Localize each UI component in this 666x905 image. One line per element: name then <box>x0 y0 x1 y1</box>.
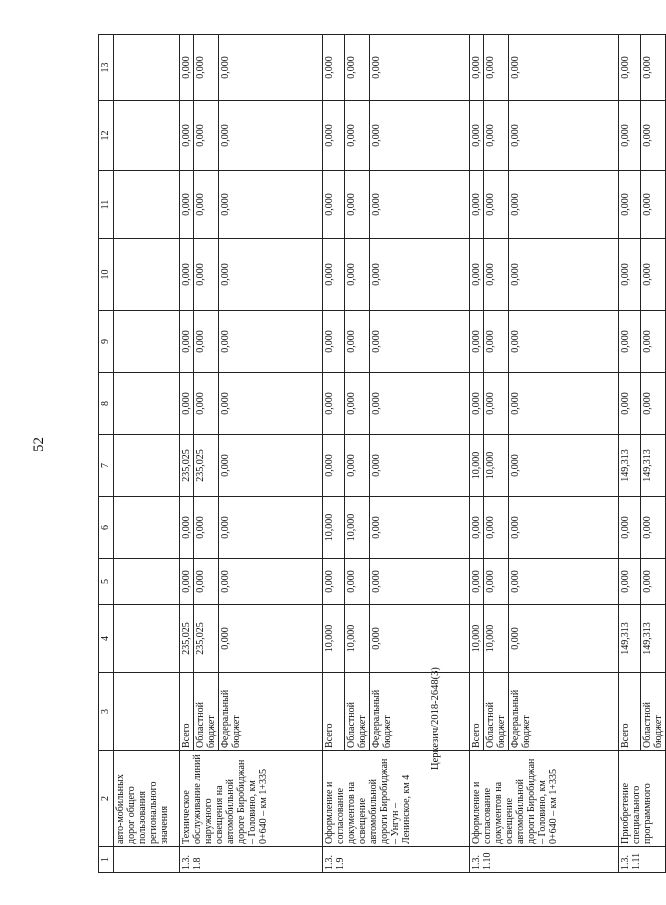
value-cell: 0,000 <box>323 559 345 605</box>
value-cell: 0,000 <box>484 239 509 311</box>
table-body <box>114 35 666 873</box>
value-cell: 0,000 <box>641 239 666 311</box>
value-cell: 0,000 <box>370 373 470 435</box>
value-cell: 149,313 <box>619 435 641 497</box>
continuation-row <box>114 35 180 873</box>
value-cell: 0,000 <box>619 497 641 559</box>
funding-source-cell: Областной бюджет <box>484 673 509 751</box>
value-cell: 0,000 <box>484 171 509 239</box>
value-cell: 149,313 <box>641 605 666 673</box>
value-cell: 0,000 <box>509 311 619 373</box>
value-cell: 0,000 <box>194 171 219 239</box>
value-cell: 0,000 <box>219 171 323 239</box>
value-cell: 0,000 <box>345 171 370 239</box>
empty-cell <box>114 171 180 239</box>
value-cell: 0,000 <box>470 101 484 171</box>
table-row <box>619 35 641 873</box>
document-code: Церкезич/2018-2648(3) <box>430 667 441 770</box>
value-cell: 0,000 <box>345 311 370 373</box>
rotated-table-container <box>98 35 664 873</box>
table-row <box>641 35 666 873</box>
header-cell: 5 <box>99 559 114 605</box>
value-cell: 0,000 <box>641 101 666 171</box>
value-cell: 0,000 <box>370 605 470 673</box>
value-cell: 0,000 <box>323 171 345 239</box>
header-cell: 2 <box>99 751 114 847</box>
value-cell: 0,000 <box>641 559 666 605</box>
value-cell: 10,000 <box>345 605 370 673</box>
value-cell: 0,000 <box>484 311 509 373</box>
value-cell: 0,000 <box>180 239 194 311</box>
header-cell: 12 <box>99 101 114 171</box>
value-cell: 0,000 <box>180 373 194 435</box>
value-cell: 0,000 <box>619 101 641 171</box>
value-cell: 0,000 <box>641 373 666 435</box>
measure-name-cell: Техническое обслуживание линий наружного освещения на автомобильной дороге Биробиджан – Головино, км 0+640 – км 1+335 <box>180 751 323 847</box>
value-cell: 10,000 <box>345 497 370 559</box>
value-cell: 0,000 <box>323 311 345 373</box>
value-cell: 0,000 <box>323 373 345 435</box>
value-cell: 0,000 <box>194 35 219 101</box>
budget-table <box>98 34 666 873</box>
table-row <box>509 35 619 873</box>
value-cell: 0,000 <box>345 35 370 101</box>
value-cell: 0,000 <box>345 101 370 171</box>
value-cell: 0,000 <box>509 239 619 311</box>
value-cell: 0,000 <box>219 497 323 559</box>
table-row <box>345 35 370 873</box>
value-cell: 0,000 <box>219 239 323 311</box>
value-cell: 0,000 <box>370 171 470 239</box>
value-cell: 0,000 <box>345 239 370 311</box>
table-row <box>219 35 323 873</box>
value-cell: 0,000 <box>509 35 619 101</box>
empty-cell <box>114 559 180 605</box>
value-cell: 0,000 <box>509 605 619 673</box>
continuation-name-cell: авто-мобильных дорог общего пользования регионального значения <box>114 751 180 847</box>
funding-source-cell: Федеральный бюджет <box>219 673 323 751</box>
funding-source-cell: Всего <box>180 673 194 751</box>
value-cell: 0,000 <box>345 559 370 605</box>
value-cell: 0,000 <box>619 35 641 101</box>
row-number-cell: 1.3. 1.9 <box>323 847 470 873</box>
value-cell: 0,000 <box>194 239 219 311</box>
value-cell: 0,000 <box>619 373 641 435</box>
table-row <box>470 35 484 873</box>
measure-name-cell: Приобретение специального программного <box>619 751 666 847</box>
table-row <box>370 35 470 873</box>
value-cell: 10,000 <box>470 435 484 497</box>
value-cell: 0,000 <box>180 171 194 239</box>
value-cell: 0,000 <box>370 435 470 497</box>
value-cell: 0,000 <box>370 239 470 311</box>
empty-cell <box>114 435 180 497</box>
value-cell: 0,000 <box>219 35 323 101</box>
funding-source-cell: Всего <box>470 673 484 751</box>
value-cell: 149,313 <box>641 435 666 497</box>
value-cell: 0,000 <box>219 605 323 673</box>
value-cell: 0,000 <box>323 435 345 497</box>
value-cell: 0,000 <box>180 35 194 101</box>
value-cell: 10,000 <box>323 605 345 673</box>
value-cell: 0,000 <box>470 559 484 605</box>
header-row <box>99 35 114 873</box>
value-cell: 0,000 <box>370 35 470 101</box>
value-cell: 0,000 <box>641 311 666 373</box>
value-cell: 0,000 <box>370 311 470 373</box>
value-cell: 0,000 <box>619 239 641 311</box>
value-cell: 0,000 <box>509 101 619 171</box>
value-cell: 0,000 <box>619 559 641 605</box>
value-cell: 0,000 <box>641 171 666 239</box>
empty-cell <box>114 497 180 559</box>
value-cell: 0,000 <box>219 101 323 171</box>
value-cell: 0,000 <box>509 171 619 239</box>
value-cell: 0,000 <box>470 497 484 559</box>
table-row <box>323 35 345 873</box>
value-cell: 10,000 <box>484 435 509 497</box>
continuation-num-cell <box>114 847 180 873</box>
page-number: 52 <box>31 437 47 452</box>
value-cell: 0,000 <box>484 35 509 101</box>
value-cell: 0,000 <box>219 311 323 373</box>
value-cell: 0,000 <box>484 559 509 605</box>
value-cell: 10,000 <box>323 497 345 559</box>
table-row <box>484 35 509 873</box>
value-cell: 0,000 <box>194 559 219 605</box>
measure-name-cell: Оформление и согласование документов на освещение автомобильной дороги Биробиджан – Головино, км 0+640 – км 1+335 <box>470 751 619 847</box>
empty-cell <box>114 673 180 751</box>
empty-cell <box>114 311 180 373</box>
value-cell: 0,000 <box>194 497 219 559</box>
value-cell: 0,000 <box>619 311 641 373</box>
value-cell: 0,000 <box>323 35 345 101</box>
value-cell: 235,025 <box>194 435 219 497</box>
value-cell: 0,000 <box>370 497 470 559</box>
value-cell: 0,000 <box>470 35 484 101</box>
value-cell: 0,000 <box>219 559 323 605</box>
row-number-cell: 1.3. 1.8 <box>180 847 323 873</box>
value-cell: 10,000 <box>484 605 509 673</box>
empty-cell <box>114 239 180 311</box>
value-cell: 0,000 <box>370 101 470 171</box>
header-cell: 6 <box>99 497 114 559</box>
value-cell: 0,000 <box>641 497 666 559</box>
value-cell: 0,000 <box>484 373 509 435</box>
value-cell: 235,025 <box>180 605 194 673</box>
header-cell: 3 <box>99 673 114 751</box>
header-cell: 10 <box>99 239 114 311</box>
table-row <box>180 35 194 873</box>
value-cell: 0,000 <box>323 239 345 311</box>
funding-source-cell: Федеральный бюджет <box>509 673 619 751</box>
value-cell: 0,000 <box>484 497 509 559</box>
funding-source-cell: Всего <box>323 673 345 751</box>
row-number-cell: 1.3. 1.10 <box>470 847 619 873</box>
value-cell: 0,000 <box>370 559 470 605</box>
value-cell: 0,000 <box>509 435 619 497</box>
table-row <box>194 35 219 873</box>
funding-source-cell: Федеральный бюджет <box>370 673 470 751</box>
value-cell: 0,000 <box>641 35 666 101</box>
value-cell: 0,000 <box>345 435 370 497</box>
header-cell: 13 <box>99 35 114 101</box>
value-cell: 0,000 <box>194 311 219 373</box>
header-cell: 1 <box>99 847 114 873</box>
value-cell: 0,000 <box>345 373 370 435</box>
header-cell: 8 <box>99 373 114 435</box>
funding-source-cell: Областной бюджет <box>641 673 666 751</box>
header-cell: 11 <box>99 171 114 239</box>
funding-source-cell: Областной бюджет <box>345 673 370 751</box>
value-cell: 0,000 <box>509 559 619 605</box>
value-cell: 0,000 <box>470 373 484 435</box>
value-cell: 0,000 <box>194 101 219 171</box>
value-cell: 235,025 <box>180 435 194 497</box>
value-cell: 0,000 <box>619 171 641 239</box>
value-cell: 0,000 <box>509 497 619 559</box>
value-cell: 0,000 <box>180 311 194 373</box>
row-number-cell: 1.3. 1.11 <box>619 847 666 873</box>
header-cell: 9 <box>99 311 114 373</box>
value-cell: 0,000 <box>194 373 219 435</box>
value-cell: 0,000 <box>509 373 619 435</box>
value-cell: 0,000 <box>470 239 484 311</box>
value-cell: 0,000 <box>180 559 194 605</box>
value-cell: 0,000 <box>484 101 509 171</box>
empty-cell <box>114 35 180 101</box>
funding-source-cell: Областной бюджет <box>194 673 219 751</box>
measure-name-cell: Оформление и согласование документов на освещение автомобильной дороги Биробиджан – Унгун – Ленинское, км 4 <box>323 751 470 847</box>
value-cell: 0,000 <box>180 101 194 171</box>
funding-source-cell: Всего <box>619 673 641 751</box>
empty-cell <box>114 605 180 673</box>
empty-cell <box>114 101 180 171</box>
empty-cell <box>114 373 180 435</box>
value-cell: 235,025 <box>194 605 219 673</box>
value-cell: 0,000 <box>180 497 194 559</box>
header-cell: 7 <box>99 435 114 497</box>
value-cell: 0,000 <box>470 171 484 239</box>
value-cell: 0,000 <box>470 311 484 373</box>
header-cell: 4 <box>99 605 114 673</box>
value-cell: 149,313 <box>619 605 641 673</box>
value-cell: 0,000 <box>219 373 323 435</box>
value-cell: 10,000 <box>470 605 484 673</box>
value-cell: 0,000 <box>219 435 323 497</box>
value-cell: 0,000 <box>323 101 345 171</box>
